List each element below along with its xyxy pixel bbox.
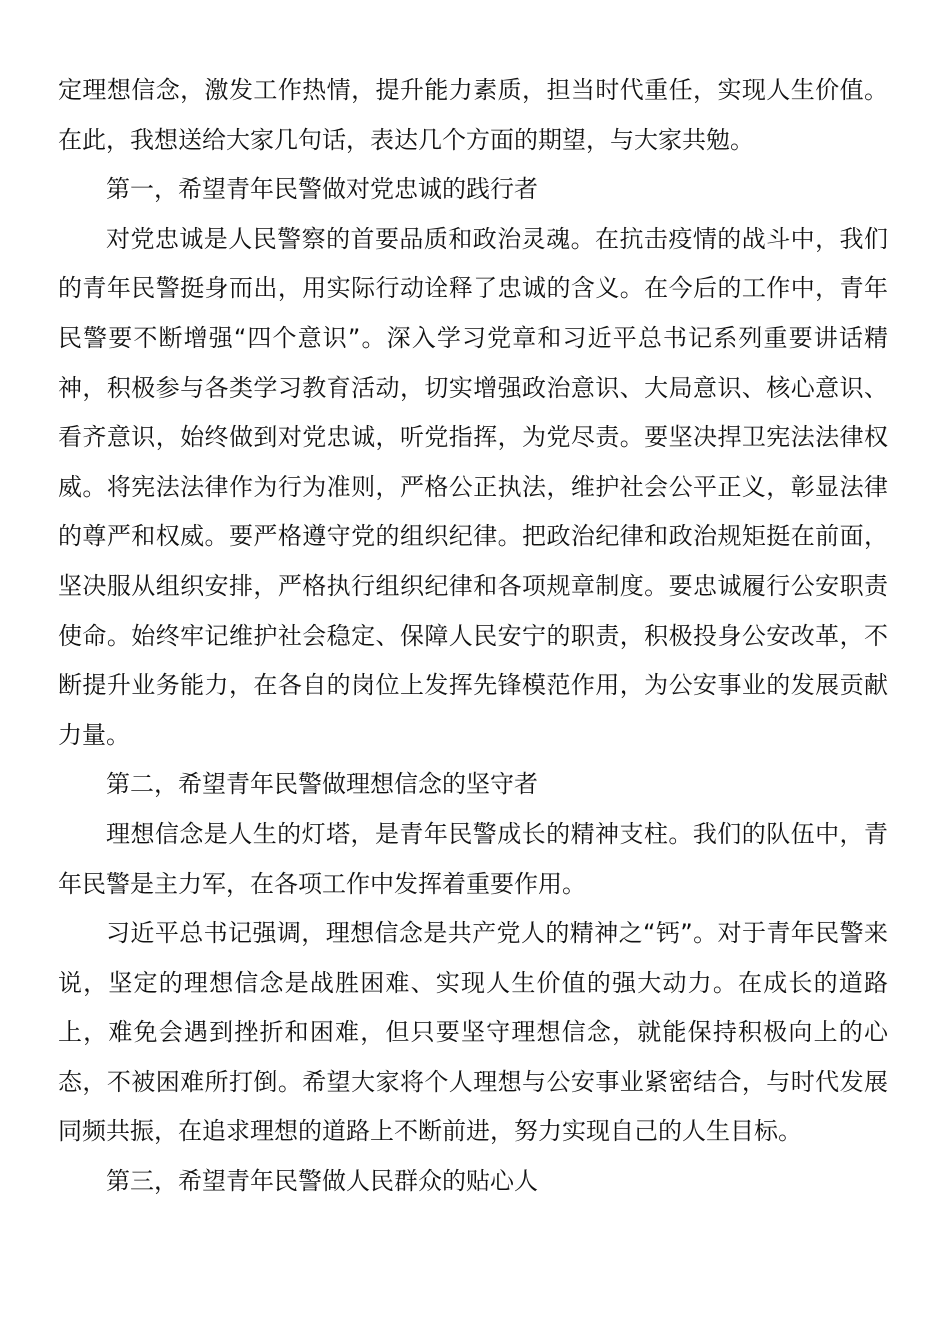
section-heading-second: 第二，希望青年民警做理想信念的坚守者: [106, 770, 538, 799]
document-page: [58, 66, 888, 1207]
section-heading-first: 第一，希望青年民警做对党忠诚的践行者: [106, 175, 538, 204]
section-heading-third: 第三，希望青年民警做人民群众的贴心人: [106, 1167, 538, 1196]
paragraph-ideals-detail: 习近平总书记强调，理想信念是共产党人的精神之“钙”。对于青年民警来说，坚定的理想信念是战胜困难、实现人生价值的强大动力。在成长的道路上，难免会遇到挫折和困难，但只要坚守理想信念，就能保持积极向上的心态，不被困难所打倒。希望大家将个人理想与公安事业紧密结合，与时代发展同频共振，在追求理想的道路上不断前进，努力实现自己的人生目标。: [58, 919, 888, 1146]
paragraph-loyalty: 对党忠诚是人民警察的首要品质和政治灵魂。在抗击疫情的战斗中，我们的青年民警挺身而出，用实际行动诠释了忠诚的含义。在今后的工作中，青年民警要不断增强“四个意识”。深入学习党章和习近平总书记系列重要讲话精神，积极参与各类学习教育活动，切实增强政治意识、大局意识、核心意识、看齐意识，始终做到对党忠诚，听党指挥，为党尽责。要坚决捍卫宪法法律权威。将宪法法律作为行为准则，严格公正执法，维护社会公平正义，彰显法律的尊严和权威。要严格遵守党的组织纪律。把政治纪律和政治规矩挺在前面，坚决服从组织安排，严格执行组织纪律和各项规章制度。要忠诚履行公安职责使命。始终牢记维护社会稳定、保障人民安宁的职责，积极投身公安改革，不断提升业务能力，在各自的岗位上发挥先锋模范作用，为公安事业的发展贡献力量。: [58, 224, 888, 749]
paragraph-intro-continued: 定理想信念，激发工作热情，提升能力素质，担当时代重任，实现人生价值。在此，我想送给大家几句话，表达几个方面的期望，与大家共勉。: [58, 76, 888, 154]
paragraph-ideals-intro: 理想信念是人生的灯塔，是青年民警成长的精神支柱。我们的队伍中，青年民警是主力军，在各项工作中发挥着重要作用。: [58, 819, 888, 898]
